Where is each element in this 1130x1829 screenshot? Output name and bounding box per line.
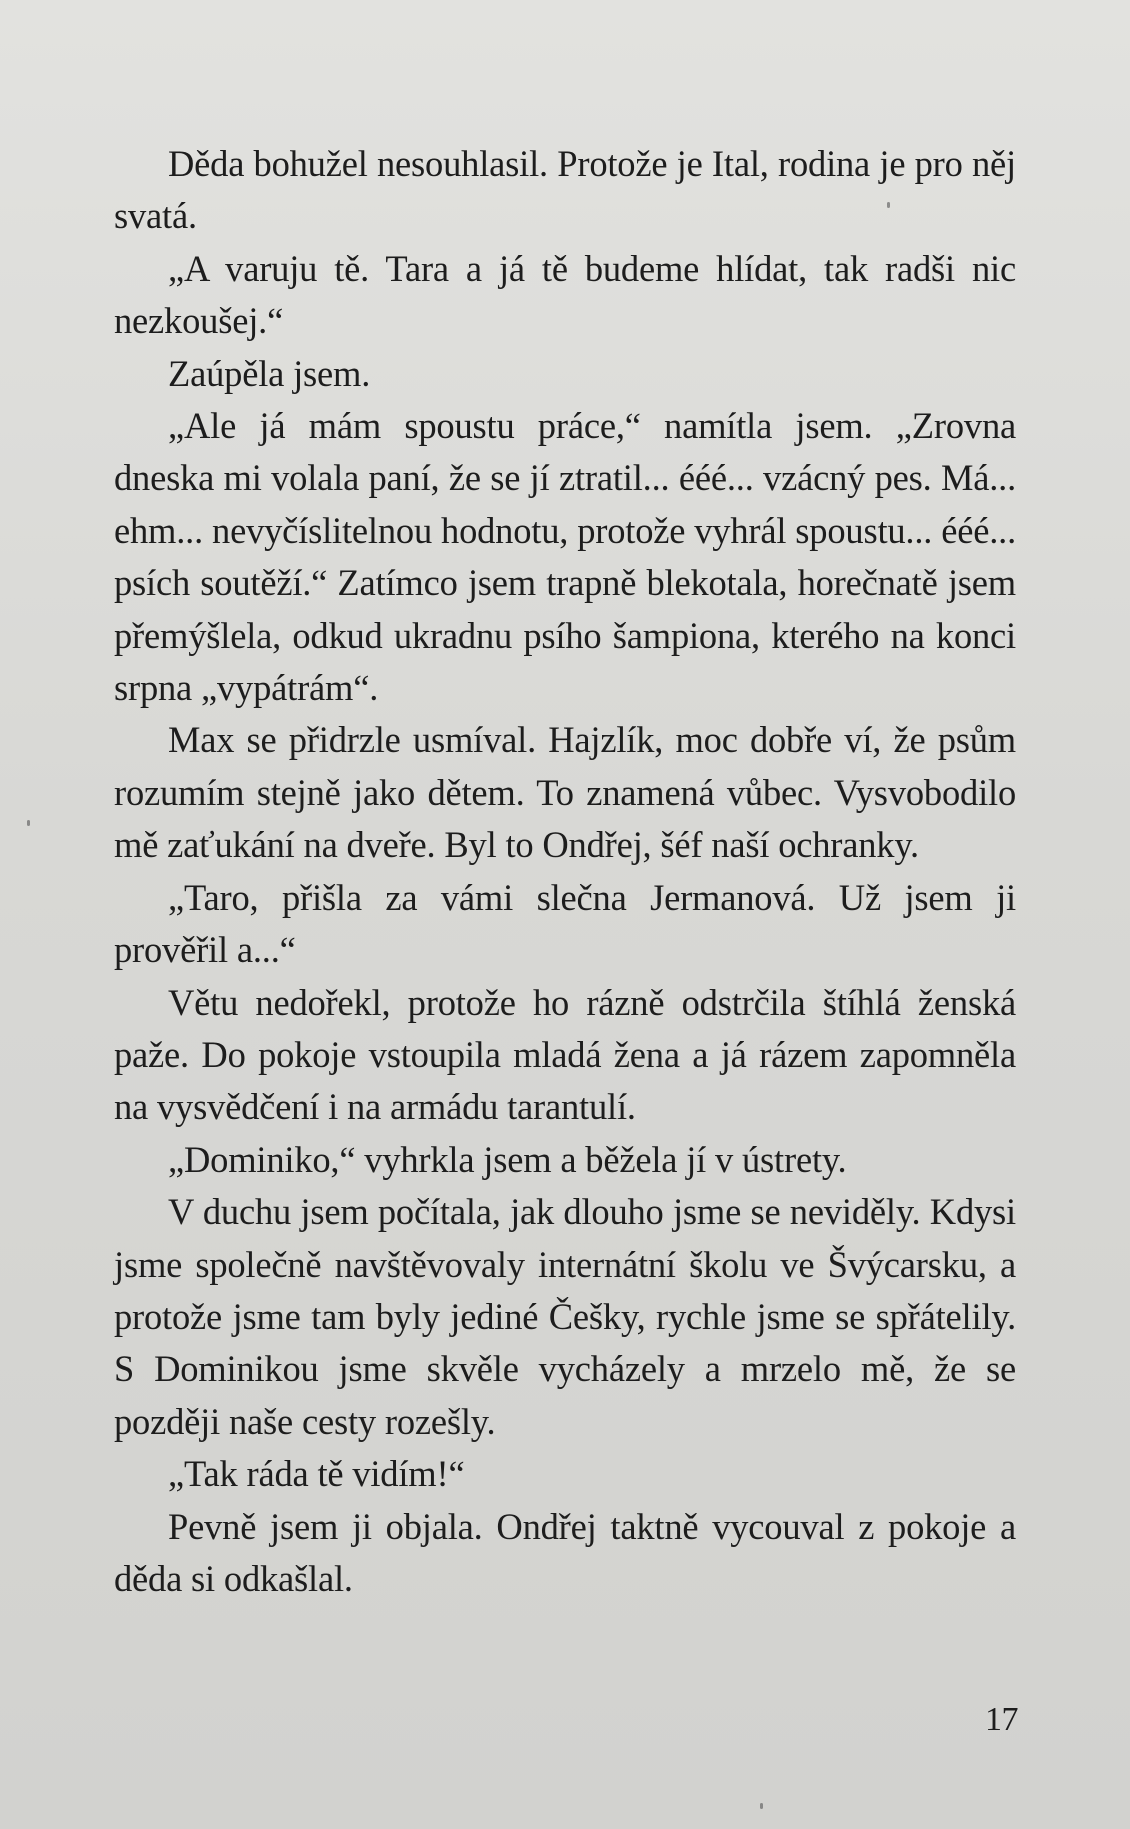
paragraph: Děda bohužel nesouhlasil. Protože je Ital, rodina je pro něj svatá. [114,143,1016,237]
paragraph: Pevně jsem ji objala. Ondřej taktně vycouval z pokoje a děda si odkašlal. [114,1505,1016,1599]
dust-speck [27,820,30,826]
paragraph: „A varuju tě. Tara a já tě budeme hlídat, tak radši nic nezkoušej.“ [114,247,1016,342]
body-text [114,138,1016,1605]
paragraph: Větu nedořekl, protože ho rázně odstrčila štíhlá ženská paže. Do pokoje vstoupila mladá žena a já rázem zapomněla na vysvědčení i na armádu tarantulí. [114,981,1016,1128]
paragraph: „Ale já mám spoustu práce,“ namítla jsem. „Zrovna dneska mi volala paní, že se jí ztratil... ééé... vzácný pes. Má... ehm... nevyčíslitelnou hodnotu, protože vyhrál spoustu... ééé... psích soutěží.“ Zatímco jsem trapně blekotala, horečnatě jsem přemýšlela, odkud ukradnu psího šampiona, kterého na konci srpna „vypátrám“. [114,405,1016,709]
page-number: 17 [985,1701,1018,1738]
dust-speck [887,202,890,208]
paragraph: Zaúpěla jsem. [168,352,371,394]
paragraph: Max se přidrzle usmíval. Hajzlík, moc dobře ví, že psům rozumím stejně jako dětem. To znamená vůbec. Vysvobodilo mě zaťukání na dveře. Byl to Ondřej, šéf naší ochranky. [114,719,1016,866]
paragraph: „Dominiko,“ vyhrkla jsem a běžela jí v ústrety. [168,1138,847,1180]
dust-speck [760,1803,763,1809]
paragraph: „Tak ráda tě vidím!“ [168,1453,465,1495]
paragraph: „Taro, přišla za vámi slečna Jermanová. Už jsem ji prověřil a...“ [114,876,1016,971]
paragraph: V duchu jsem počítala, jak dlouho jsme se neviděly. Kdysi jsme společně navštěvovaly internátní školu ve Švýcarsku, a protože jsme tam byly jediné Češky, rychle jsme se spřátelily. S Dominikou jsme skvěle vycházely a mrzelo mě, že se později naše cesty rozešly. [114,1191,1016,1442]
